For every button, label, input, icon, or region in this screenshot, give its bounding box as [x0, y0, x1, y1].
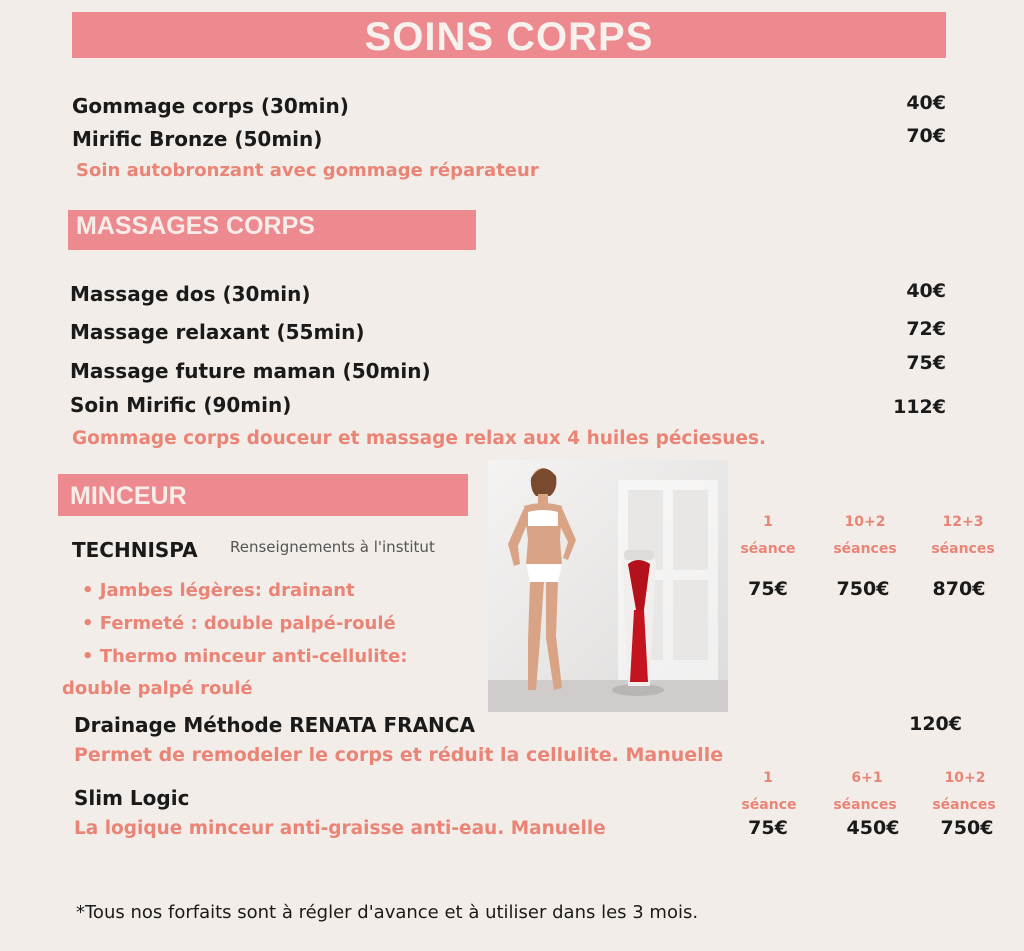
technispa-bullet: • Thermo minceur anti-cellulite: [82, 646, 408, 667]
massage-price: 72€ [906, 318, 946, 340]
technispa-col-top: 1 [763, 514, 773, 530]
drainage-description: Permet de remodeler le corps et réduit la cellulite. Manuelle [74, 744, 724, 766]
soin-price: 70€ [906, 125, 946, 147]
massage-price: 75€ [906, 352, 946, 374]
minceur-title: MINCEUR [70, 482, 187, 510]
page-title: SOINS CORPS [364, 15, 654, 59]
slim-col-top: 10+2 [944, 770, 986, 786]
slim-col-top: 1 [763, 770, 773, 786]
technispa-bullet: • Jambes légères: drainant [82, 580, 355, 601]
massage-price: 40€ [906, 280, 946, 302]
technispa-col-price: 75€ [748, 578, 788, 600]
massages-title: MASSAGES CORPS [76, 212, 315, 240]
technispa-note: Renseignements à l'institut [230, 538, 435, 556]
slim-logic-description: La logique minceur anti-graisse anti-eau. Manuelle [74, 818, 606, 839]
massage-label: Massage relaxant (55min) [70, 320, 365, 344]
massage-label: Massage dos (30min) [70, 282, 311, 306]
massage-label: Massage future maman (50min) [70, 359, 431, 383]
massage-description: Gommage corps douceur et massage relax aux 4 huiles péciesues. [72, 428, 767, 449]
footer-note: *Tous nos forfaits sont à régler d'avance et à utiliser dans les 3 mois. [76, 902, 699, 923]
technispa-bullet-cont: double palpé roulé [62, 678, 253, 699]
soin-price: 40€ [906, 92, 946, 114]
drainage-name: Drainage Méthode RENATA FRANCA [74, 713, 475, 737]
slim-col-price: 750€ [940, 817, 994, 839]
slim-col-bottom: séances [932, 797, 996, 813]
technispa-col-bottom: séances [931, 541, 995, 557]
woman-device-illustration [488, 460, 728, 712]
slim-logic-name: Slim Logic [74, 786, 190, 810]
slim-col-bottom: séance [741, 797, 797, 813]
technispa-col-top: 12+3 [942, 514, 984, 530]
technispa-col-top: 10+2 [844, 514, 886, 530]
slim-col-top: 6+1 [851, 770, 883, 786]
slim-col-bottom: séances [833, 797, 897, 813]
soin-description: Soin autobronzant avec gommage réparateur [76, 160, 539, 181]
technispa-col-bottom: séances [833, 541, 897, 557]
slim-col-price: 75€ [748, 817, 788, 839]
technispa-col-bottom: séance [740, 541, 796, 557]
technispa-col-price: 750€ [836, 578, 890, 600]
soin-label: Mirific Bronze (50min) [72, 127, 323, 151]
slim-col-price: 450€ [846, 817, 900, 839]
technispa-bullet: • Fermeté : double palpé-roulé [82, 613, 396, 634]
technispa-name: TECHNISPA [72, 538, 198, 562]
soin-label: Gommage corps (30min) [72, 94, 349, 118]
massage-price: 112€ [893, 396, 946, 418]
technispa-col-price: 870€ [932, 578, 986, 600]
drainage-price: 120€ [909, 713, 962, 735]
product-photo [488, 460, 728, 712]
massage-label: Soin Mirific (90min) [70, 393, 292, 417]
